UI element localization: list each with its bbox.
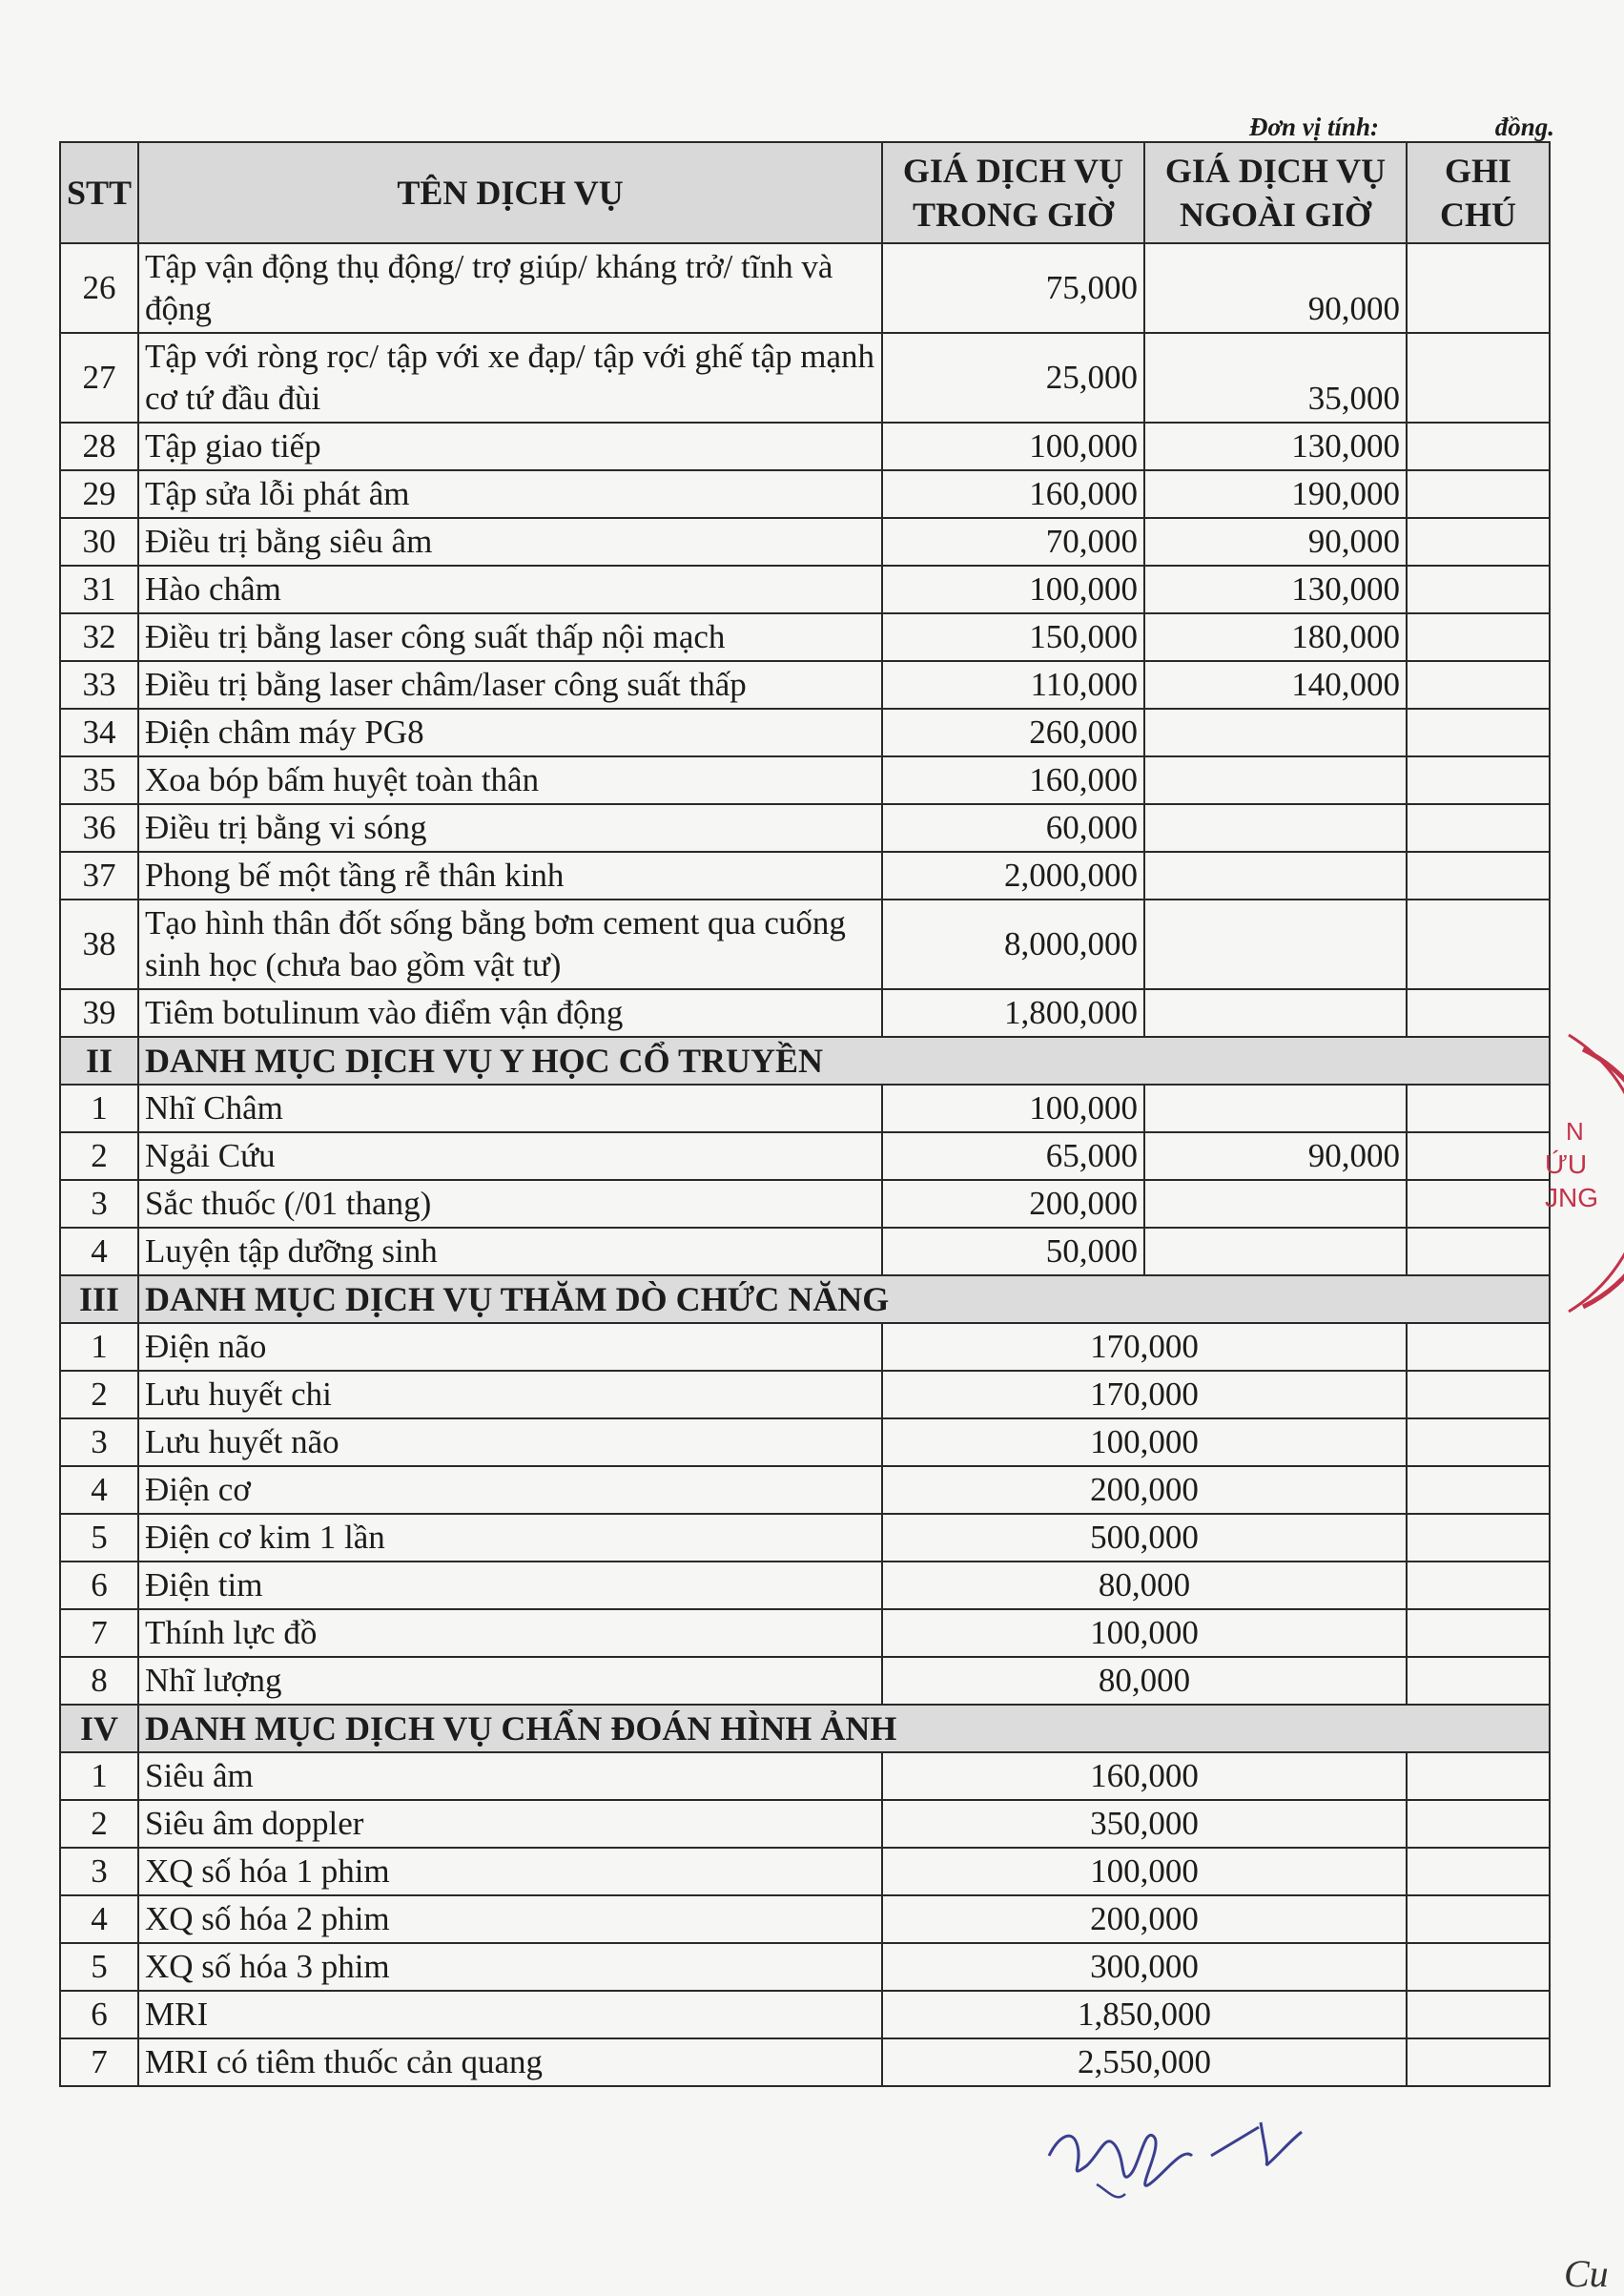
table-row — [60, 470, 1550, 518]
table-row — [60, 756, 1550, 804]
row-service-name: Tiêm botulinum vào điểm vận động — [138, 989, 882, 1037]
row-service-name: Tập vận động thụ động/ trợ giúp/ kháng trở/ tĩnh và động — [138, 243, 882, 333]
row-note — [1407, 2038, 1550, 2086]
table-row — [60, 1228, 1550, 1275]
row-note — [1407, 661, 1550, 709]
table-row — [60, 709, 1550, 756]
row-note — [1407, 1943, 1550, 1991]
col-out-hours: GIÁ DỊCH VỤ NGOÀI GIỜ — [1144, 142, 1407, 243]
row-service-name: Siêu âm doppler — [138, 1800, 882, 1848]
row-note — [1407, 804, 1550, 852]
table-row — [60, 1895, 1550, 1943]
row-note — [1407, 333, 1550, 423]
unit-value: đồng. — [1494, 113, 1554, 141]
row-price-in-hours: 8,000,000 — [882, 900, 1144, 989]
row-service-name: XQ số hóa 3 phim — [138, 1943, 882, 1991]
stamp-fragment-2: ỨU — [1545, 1149, 1588, 1179]
row-stt: 32 — [60, 613, 138, 661]
table-row — [60, 566, 1550, 613]
table-row — [60, 518, 1550, 566]
row-service-name: Điện tim — [138, 1562, 882, 1609]
row-service-name: MRI có tiêm thuốc cản quang — [138, 2038, 882, 2086]
row-price-out-hours — [1144, 1228, 1407, 1275]
table-row — [60, 900, 1550, 989]
row-price-in-hours: 70,000 — [882, 518, 1144, 566]
row-price-out-hours: 130,000 — [1144, 566, 1407, 613]
row-price: 2,550,000 — [882, 2038, 1407, 2086]
row-price-in-hours: 60,000 — [882, 804, 1144, 852]
row-price-in-hours: 100,000 — [882, 423, 1144, 470]
col-in-hours: GIÁ DỊCH VỤ TRONG GIỜ — [882, 142, 1144, 243]
row-stt: 1 — [60, 1752, 138, 1800]
table-row — [60, 1514, 1550, 1562]
row-price: 100,000 — [882, 1848, 1407, 1895]
row-price: 170,000 — [882, 1323, 1407, 1371]
table-row — [60, 1085, 1550, 1132]
row-price-out-hours: 140,000 — [1144, 661, 1407, 709]
row-note — [1407, 1323, 1550, 1371]
section-title: DANH MỤC DỊCH VỤ Y HỌC CỔ TRUYỀN — [138, 1037, 1550, 1085]
row-note — [1407, 1466, 1550, 1514]
row-note — [1407, 1895, 1550, 1943]
table-row — [60, 1752, 1550, 1800]
row-stt: 3 — [60, 1848, 138, 1895]
table-row — [60, 1562, 1550, 1609]
row-service-name: Tập giao tiếp — [138, 423, 882, 470]
table-row — [60, 1800, 1550, 1848]
table-row — [60, 1132, 1550, 1180]
stamp-fragment-1: N — [1566, 1117, 1584, 1146]
row-note — [1407, 1371, 1550, 1418]
row-stt: 33 — [60, 661, 138, 709]
row-price-in-hours: 100,000 — [882, 1085, 1144, 1132]
row-price-in-hours: 100,000 — [882, 566, 1144, 613]
row-note — [1407, 709, 1550, 756]
row-note — [1407, 852, 1550, 900]
row-stt: 7 — [60, 2038, 138, 2086]
row-service-name: Điều trị bằng siêu âm — [138, 518, 882, 566]
price-table — [59, 141, 1551, 2087]
section-title: DANH MỤC DỊCH VỤ THĂM DÒ CHỨC NĂNG — [138, 1275, 1550, 1323]
row-price-out-hours — [1144, 709, 1407, 756]
row-service-name: Tạo hình thân đốt sống bằng bơm cement qua cuống sinh học (chưa bao gồm vật tư) — [138, 900, 882, 989]
unit-note — [1249, 113, 1554, 142]
row-service-name: Hào châm — [138, 566, 882, 613]
row-price: 300,000 — [882, 1943, 1407, 1991]
row-price: 80,000 — [882, 1657, 1407, 1705]
row-service-name: Nhĩ lượng — [138, 1657, 882, 1705]
row-stt: 1 — [60, 1085, 138, 1132]
row-stt: 3 — [60, 1180, 138, 1228]
table-row — [60, 1991, 1550, 2038]
row-service-name: Lưu huyết chi — [138, 1371, 882, 1418]
section-title: DANH MỤC DỊCH VỤ CHẨN ĐOÁN HÌNH ẢNH — [138, 1705, 1550, 1752]
row-service-name: XQ số hóa 1 phim — [138, 1848, 882, 1895]
row-stt: 30 — [60, 518, 138, 566]
row-service-name: Điện não — [138, 1323, 882, 1371]
row-note — [1407, 900, 1550, 989]
row-note — [1407, 1514, 1550, 1562]
row-service-name: Thính lực đồ — [138, 1609, 882, 1657]
table-row — [60, 1609, 1550, 1657]
row-stt: 4 — [60, 1895, 138, 1943]
row-stt: 38 — [60, 900, 138, 989]
row-price-out-hours — [1144, 1085, 1407, 1132]
row-price: 100,000 — [882, 1609, 1407, 1657]
section-number: III — [60, 1275, 138, 1323]
row-stt: 39 — [60, 989, 138, 1037]
row-stt: 26 — [60, 243, 138, 333]
handwritten-signature — [1039, 2089, 1326, 2213]
row-service-name: Tập sửa lỗi phát âm — [138, 470, 882, 518]
table-row — [60, 1418, 1550, 1466]
row-service-name: MRI — [138, 1991, 882, 2038]
row-price-out-hours: 90,000 — [1144, 243, 1407, 333]
row-stt: 6 — [60, 1991, 138, 2038]
row-note — [1407, 1418, 1550, 1466]
table-row — [60, 1943, 1550, 1991]
row-note — [1407, 613, 1550, 661]
row-service-name: Siêu âm — [138, 1752, 882, 1800]
col-stt: STT — [60, 142, 138, 243]
table-row — [60, 1657, 1550, 1705]
row-service-name: Tập với ròng rọc/ tập với xe đạp/ tập với ghế tập mạnh cơ tứ đầu đùi — [138, 333, 882, 423]
row-service-name: Xoa bóp bấm huyệt toàn thân — [138, 756, 882, 804]
row-service-name: Lưu huyết não — [138, 1418, 882, 1466]
row-price: 200,000 — [882, 1895, 1407, 1943]
row-price-out-hours: 190,000 — [1144, 470, 1407, 518]
row-service-name: Điều trị bằng vi sóng — [138, 804, 882, 852]
section-row — [60, 1275, 1550, 1323]
row-price-out-hours: 35,000 — [1144, 333, 1407, 423]
section-number: IV — [60, 1705, 138, 1752]
unit-label: Đơn vị tính: — [1249, 113, 1380, 141]
row-price-in-hours: 65,000 — [882, 1132, 1144, 1180]
row-price: 200,000 — [882, 1466, 1407, 1514]
row-price-in-hours: 160,000 — [882, 756, 1144, 804]
section-row — [60, 1705, 1550, 1752]
row-note — [1407, 518, 1550, 566]
row-stt: 6 — [60, 1562, 138, 1609]
row-service-name: Nhĩ Châm — [138, 1085, 882, 1132]
row-service-name: Điện châm máy PG8 — [138, 709, 882, 756]
row-service-name: XQ số hóa 2 phim — [138, 1895, 882, 1943]
row-price-out-hours — [1144, 804, 1407, 852]
row-price-in-hours: 260,000 — [882, 709, 1144, 756]
row-price-out-hours: 90,000 — [1144, 518, 1407, 566]
col-name: TÊN DỊCH VỤ — [138, 142, 882, 243]
row-stt: 4 — [60, 1466, 138, 1514]
row-price-in-hours: 150,000 — [882, 613, 1144, 661]
row-stt: 28 — [60, 423, 138, 470]
row-stt: 36 — [60, 804, 138, 852]
row-service-name: Luyện tập dưỡng sinh — [138, 1228, 882, 1275]
row-service-name: Phong bế một tầng rễ thân kinh — [138, 852, 882, 900]
row-note — [1407, 243, 1550, 333]
stamp-fragment-3: JNG — [1545, 1183, 1598, 1212]
row-price-out-hours — [1144, 756, 1407, 804]
row-price-out-hours — [1144, 1180, 1407, 1228]
row-price-out-hours: 90,000 — [1144, 1132, 1407, 1180]
row-price: 350,000 — [882, 1800, 1407, 1848]
table-row — [60, 661, 1550, 709]
row-price: 80,000 — [882, 1562, 1407, 1609]
col-note: GHI CHÚ — [1407, 142, 1550, 243]
row-note — [1407, 566, 1550, 613]
table-row — [60, 333, 1550, 423]
row-service-name: Sắc thuốc (/01 thang) — [138, 1180, 882, 1228]
table-row — [60, 613, 1550, 661]
row-price: 100,000 — [882, 1418, 1407, 1466]
row-stt: 29 — [60, 470, 138, 518]
row-price-in-hours: 75,000 — [882, 243, 1144, 333]
row-stt: 2 — [60, 1371, 138, 1418]
table-row — [60, 1848, 1550, 1895]
table-row — [60, 423, 1550, 470]
table-row — [60, 1371, 1550, 1418]
row-price: 1,850,000 — [882, 1991, 1407, 2038]
row-service-name: Điều trị bằng laser châm/laser công suất thấp — [138, 661, 882, 709]
row-stt: 2 — [60, 1132, 138, 1180]
table-row — [60, 243, 1550, 333]
table-row — [60, 852, 1550, 900]
row-stt: 37 — [60, 852, 138, 900]
row-service-name: Ngải Cứu — [138, 1132, 882, 1180]
table-row — [60, 1466, 1550, 1514]
row-service-name: Điều trị bằng laser công suất thấp nội mạch — [138, 613, 882, 661]
row-stt: 35 — [60, 756, 138, 804]
row-price-in-hours: 25,000 — [882, 333, 1144, 423]
row-price-in-hours: 2,000,000 — [882, 852, 1144, 900]
row-note — [1407, 1657, 1550, 1705]
table-row — [60, 1180, 1550, 1228]
row-stt: 5 — [60, 1514, 138, 1562]
row-stt: 8 — [60, 1657, 138, 1705]
row-stt: 27 — [60, 333, 138, 423]
row-price-out-hours — [1144, 852, 1407, 900]
row-note — [1407, 1562, 1550, 1609]
row-note — [1407, 756, 1550, 804]
corner-mark: Cu — [1564, 2252, 1609, 2295]
row-stt: 7 — [60, 1609, 138, 1657]
row-stt: 31 — [60, 566, 138, 613]
table-row — [60, 2038, 1550, 2086]
row-price-in-hours: 160,000 — [882, 470, 1144, 518]
row-price-in-hours: 1,800,000 — [882, 989, 1144, 1037]
row-note — [1407, 1800, 1550, 1848]
row-price-in-hours: 110,000 — [882, 661, 1144, 709]
table-header-row — [60, 142, 1550, 243]
red-stamp — [1526, 1030, 1624, 1316]
section-number: II — [60, 1037, 138, 1085]
row-stt: 5 — [60, 1943, 138, 1991]
row-price-out-hours — [1144, 989, 1407, 1037]
row-price-in-hours: 50,000 — [882, 1228, 1144, 1275]
row-note — [1407, 1991, 1550, 2038]
row-note — [1407, 1609, 1550, 1657]
row-price: 500,000 — [882, 1514, 1407, 1562]
row-note — [1407, 1848, 1550, 1895]
row-stt: 3 — [60, 1418, 138, 1466]
row-note — [1407, 470, 1550, 518]
row-stt: 34 — [60, 709, 138, 756]
section-row — [60, 1037, 1550, 1085]
row-service-name: Điện cơ kim 1 lần — [138, 1514, 882, 1562]
row-price-out-hours: 180,000 — [1144, 613, 1407, 661]
row-price: 170,000 — [882, 1371, 1407, 1418]
row-price-out-hours: 130,000 — [1144, 423, 1407, 470]
row-service-name: Điện cơ — [138, 1466, 882, 1514]
row-note — [1407, 1752, 1550, 1800]
table-row — [60, 1323, 1550, 1371]
row-price: 160,000 — [882, 1752, 1407, 1800]
row-price-out-hours — [1144, 900, 1407, 989]
row-price-in-hours: 200,000 — [882, 1180, 1144, 1228]
row-stt: 2 — [60, 1800, 138, 1848]
row-stt: 4 — [60, 1228, 138, 1275]
row-stt: 1 — [60, 1323, 138, 1371]
row-note — [1407, 423, 1550, 470]
table-row — [60, 989, 1550, 1037]
table-row — [60, 804, 1550, 852]
